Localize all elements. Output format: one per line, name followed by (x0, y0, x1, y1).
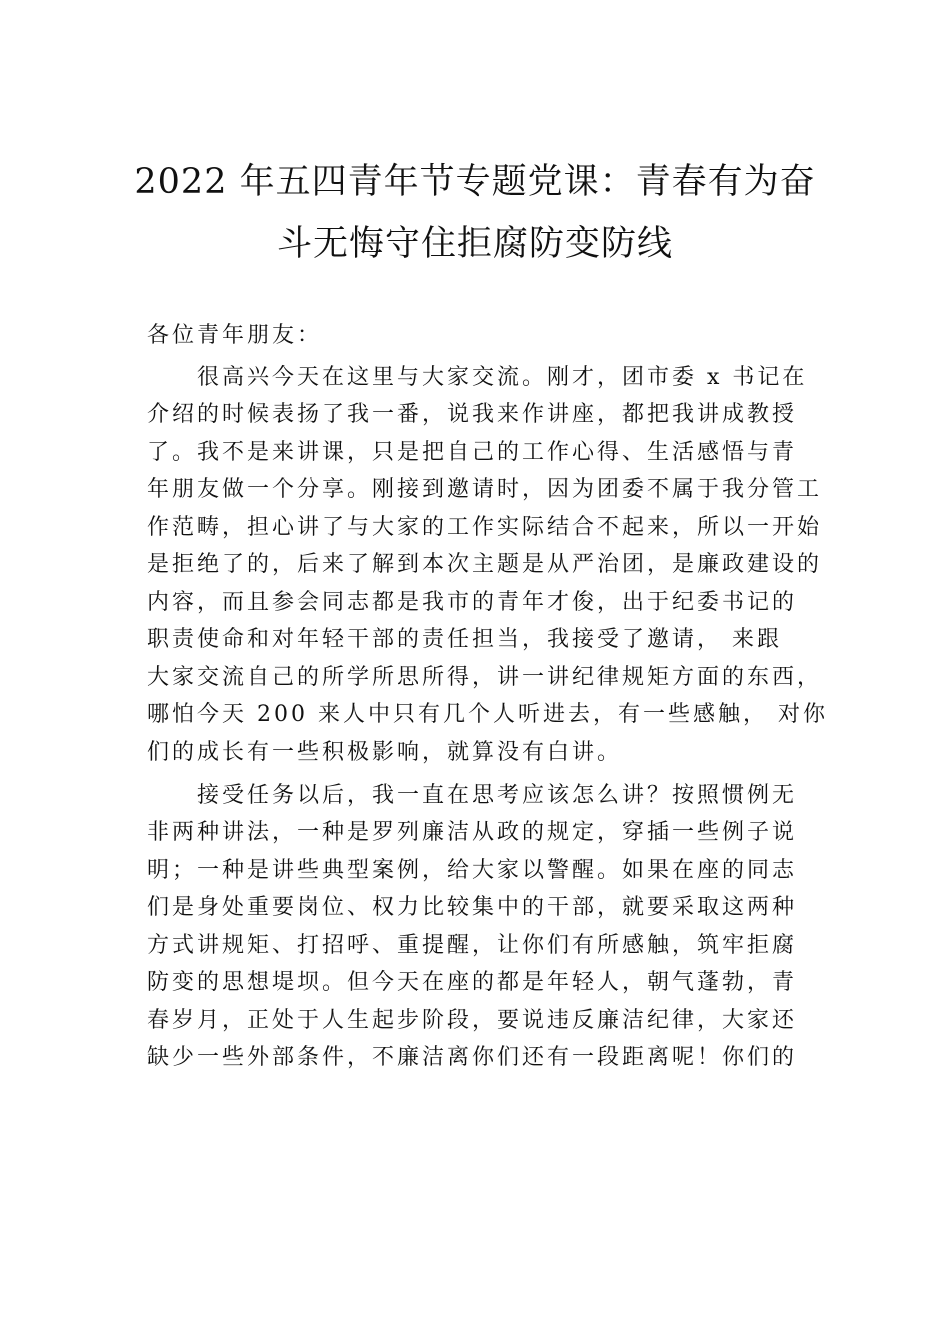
paragraph1-line: 们的成长有一些积极影响，就算没有白讲。 (147, 740, 623, 765)
paragraph1-line: 大家交流自己的所学所思所得，讲一讲纪律规矩方面的东西， (147, 665, 823, 690)
salutation: 各位青年朋友： (147, 323, 323, 348)
paragraph2-line: 们是身处重要岗位、权力比较集中的干部，就要采取这两种 (147, 895, 798, 920)
paragraph2-line: 明；一种是讲些典型案例，给大家以警醒。如果在座的同志 (147, 858, 798, 883)
paragraph2-line: 方式讲规矩、打招呼、重提醒，让你们有所感触，筑牢拒腐 (147, 933, 798, 958)
document-title-line-2: 斗无悔守住拒腐防变防线 (276, 224, 673, 264)
paragraph2-line: 接受任务以后，我一直在思考应该怎么讲？按照惯例无 (197, 783, 798, 808)
paragraph2-line: 缺少一些外部条件，不廉洁离你们还有一段距离呢！你们的 (147, 1045, 798, 1070)
paragraph1-line: 年朋友做一个分享。刚接到邀请时，因为团委不属于我分管工 (147, 477, 823, 502)
paragraph1-line: 内容，而且参会同志都是我市的青年才俊，出于纪委书记的 (147, 590, 798, 615)
document-title-line-1: 2022 年五四青年节专题党课：青春有为奋 (134, 162, 816, 202)
paragraph1-line: 很高兴今天在这里与大家交流。刚才，团市委 x 书记在 (197, 365, 808, 390)
paragraph1-line: 职责使命和对年轻干部的责任担当，我接受了邀请， 来跟 (147, 627, 782, 652)
paragraph1-line: 作范畴，担心讲了与大家的工作实际结合不起来，所以一开始 (147, 515, 823, 540)
paragraph1-line: 哪怕今天 200 来人中只有几个人听进去，有一些感触， 对你 (147, 702, 828, 727)
paragraph1-line: 是拒绝了的，后来了解到本次主题是从严治团，是廉政建设的 (147, 552, 823, 577)
paragraph2-line: 非两种讲法，一种是罗列廉洁从政的规定，穿插一些例子说 (147, 820, 798, 845)
paragraph1-line: 了。我不是来讲课，只是把自己的工作心得、生活感悟与青 (147, 440, 798, 465)
paragraph2-line: 防变的思想堤坝。但今天在座的都是年轻人，朝气蓬勃，青 (147, 970, 798, 995)
paragraph1-line: 介绍的时候表扬了我一番，说我来作讲座，都把我讲成教授 (147, 402, 798, 427)
paragraph2-line: 春岁月，正处于人生起步阶段，要说违反廉洁纪律，大家还 (147, 1008, 798, 1033)
